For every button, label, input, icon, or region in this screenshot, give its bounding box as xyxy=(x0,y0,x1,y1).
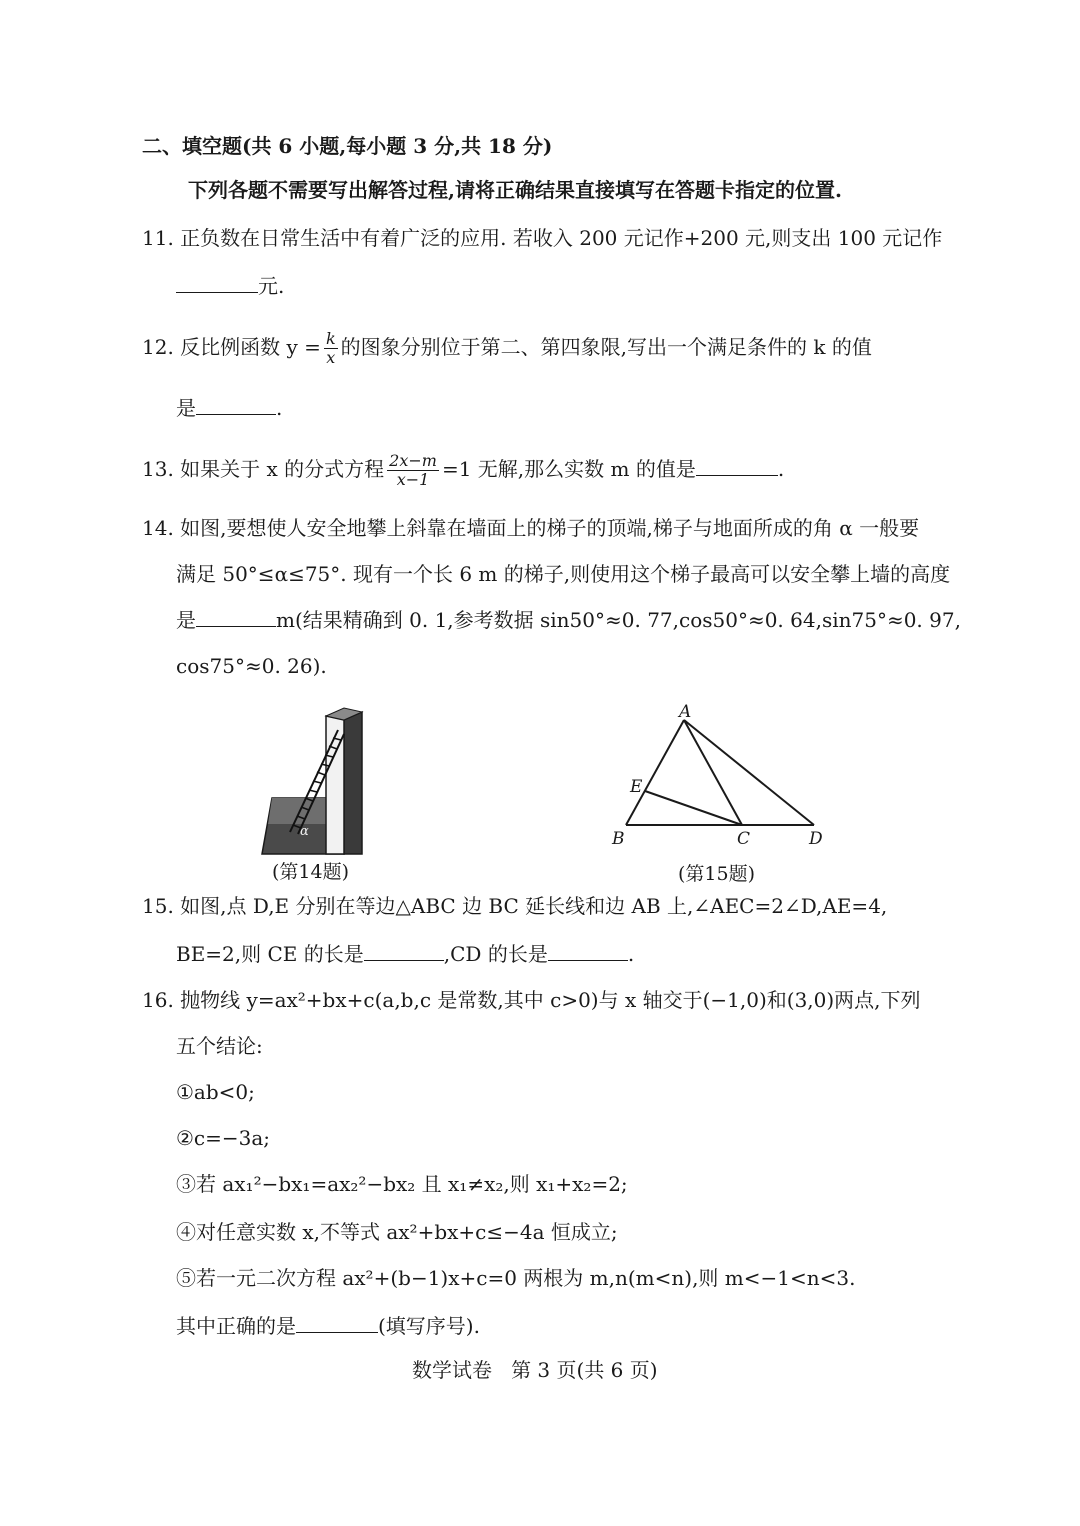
q12-line1 xyxy=(142,330,872,367)
wall-side xyxy=(344,712,362,854)
q16-conclusion-5: ⑤若一元二次方程 ax²+(b−1)x+c=0 两根为 m,n(m<n),则 m<−1<n<3. xyxy=(176,1266,856,1290)
q15-line2 xyxy=(176,940,634,968)
page-footer: 数学试卷 第 3 页(共 6 页) xyxy=(412,1358,658,1382)
q16-line1: 16. 抛物线 y=ax²+bx+c(a,b,c 是常数,其中 c>0)与 x 轴交于(−1,0)和(3,0)两点,下列 xyxy=(142,988,921,1012)
segment-AB xyxy=(626,720,684,825)
q13-line1 xyxy=(142,452,784,489)
q16-answer-blank[interactable] xyxy=(296,1314,378,1333)
q14-line2: 满足 50°≤α≤75°. 现有一个长 6 m 的梯子,则使用这个梯子最高可以安全攀上墙的高度 xyxy=(176,562,951,586)
q16-conclusion-2: ②c=−3a; xyxy=(176,1126,271,1150)
angle-alpha-label: α xyxy=(300,824,309,839)
q14-line1: 14. 如图,要想使人安全地攀上斜靠在墙面上的梯子的顶端,梯子与地面所成的角 α 一般要 xyxy=(142,516,920,540)
q13-fraction xyxy=(387,452,439,489)
q13-frac-num: 2x−m xyxy=(389,451,437,470)
q16-answer-line xyxy=(176,1312,480,1340)
q16-conclusion-3: ③若 ax₁²−bx₁=ax₂²−bx₂ 且 x₁≠x₂,则 x₁+x₂=2; xyxy=(176,1172,628,1196)
label-D: D xyxy=(809,829,823,849)
q14-line3-prefix: 是 xyxy=(176,608,196,632)
q12-line2 xyxy=(176,394,282,422)
q14-line3-suffix: m(结果精确到 0. 1,参考数据 sin50°≈0. 77,cos50°≈0. 64,sin75°≈0. 97, xyxy=(276,608,961,632)
q14-line3 xyxy=(176,606,961,634)
segment-AC xyxy=(684,720,742,825)
q12-frac-num: k xyxy=(325,329,336,348)
q16-answer-prefix: 其中正确的是 xyxy=(176,1314,296,1338)
section-heading: 二、填空题(共 6 小题,每小题 3 分,共 18 分) xyxy=(142,134,553,158)
q15-line2-c: . xyxy=(627,942,635,966)
q13-suffix: =1 无解,那么实数 m 的值是 xyxy=(441,457,696,481)
section-instruction: 下列各题不需要写出解答过程,请将正确结果直接填写在答题卡指定的位置. xyxy=(188,178,842,202)
figure-15-geometry xyxy=(604,700,836,852)
q12-line2-tail: . xyxy=(276,396,283,420)
q14-answer-blank[interactable] xyxy=(196,608,276,627)
label-A: A xyxy=(679,702,692,722)
q12-frac-den: x xyxy=(326,348,336,367)
q15-line2-a: BE=2,则 CE 的长是 xyxy=(176,942,364,966)
q12-line2-prefix: 是 xyxy=(176,396,196,420)
q15-line2-b: ,CD 的长是 xyxy=(443,942,548,966)
q15-ce-blank[interactable] xyxy=(364,942,444,961)
q13-answer-blank[interactable] xyxy=(696,457,778,476)
q16-conclusion-1: ①ab<0; xyxy=(176,1080,255,1104)
label-C: C xyxy=(737,829,751,849)
figure-14-ladder xyxy=(254,706,374,858)
q12-answer-blank[interactable] xyxy=(196,396,276,415)
segment-AD xyxy=(684,720,814,825)
q11-line2 xyxy=(176,272,284,300)
segment-EC xyxy=(645,791,742,825)
q13-prefix: 13. 如果关于 x 的分式方程 xyxy=(142,457,385,481)
q11-answer-blank[interactable] xyxy=(176,274,258,293)
q16-answer-suffix: (填写序号). xyxy=(378,1314,480,1338)
figure-14-caption: (第14题) xyxy=(272,861,350,883)
q12-prefix: 12. 反比例函数 y = xyxy=(142,335,321,359)
q15-line1: 15. 如图,点 D,E 分别在等边△ABC 边 BC 延长线和边 AB 上,∠AEC=2∠D,AE=4, xyxy=(142,894,888,918)
q13-tail: . xyxy=(777,457,785,481)
label-B: B xyxy=(612,829,625,849)
q16-conclusion-4: ④对任意实数 x,不等式 ax²+bx+c≤−4a 恒成立; xyxy=(176,1220,618,1244)
q11-tail: 元. xyxy=(258,274,285,298)
q14-line4: cos75°≈0. 26). xyxy=(176,654,327,678)
q13-frac-den: x−1 xyxy=(396,470,430,489)
q11-line1: 11. 正负数在日常生活中有着广泛的应用. 若收入 200 元记作+200 元,则支出 100 元记作 xyxy=(142,226,943,250)
label-E: E xyxy=(630,777,643,797)
q12-suffix: 的图象分别位于第二、第四象限,写出一个满足条件的 k 的值 xyxy=(340,335,872,359)
figure-15-caption: (第15题) xyxy=(678,863,756,885)
q16-line2: 五个结论: xyxy=(176,1034,263,1058)
q12-fraction xyxy=(324,330,338,367)
q15-cd-blank[interactable] xyxy=(548,942,628,961)
